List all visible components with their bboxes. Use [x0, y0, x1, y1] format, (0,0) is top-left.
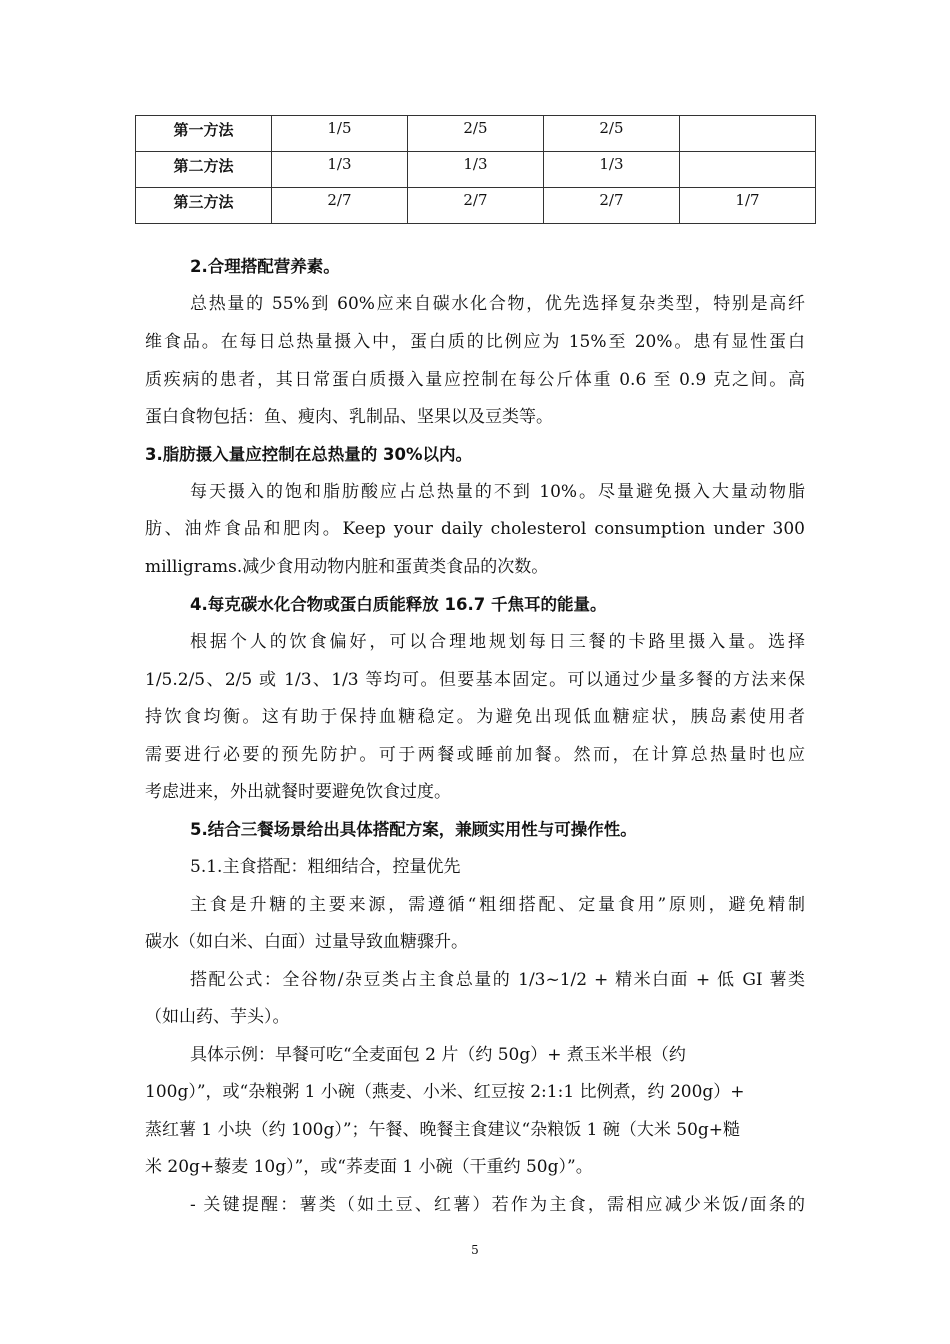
paragraph-line: 搭配公式：全谷物/杂豆类占主食总量的 1/3~1/2 + 精米白面 + 低 GI 薯类 [190, 970, 805, 990]
paragraph-line: 质疾病的患者，其日常蛋白质摄入量应控制在每公斤体重 0.6 至 0.9 克之间。高 [145, 370, 805, 390]
paragraph-line: 碳水（如白米、白面）过量导致血糖骤升。 [145, 932, 468, 952]
section-heading-energy: 4.每克碳水化合物或蛋白质能释放 16.7 千焦耳的能量。 [190, 595, 607, 614]
section-heading-nutrients: 2.合理搭配营养素。 [190, 257, 340, 276]
paragraph-line: 米 20g+藜麦 10g）”，或“荞麦面 1 小碗（干重约 50g）”。 [145, 1157, 593, 1177]
paragraph-line: - 关键提醒：薯类（如土豆、红薯）若作为主食，需相应减少米饭/面条的 [190, 1195, 805, 1215]
paragraph-line: 蛋白食物包括：鱼、瘦肉、乳制品、坚果以及豆类等。 [145, 407, 553, 427]
paragraph-line: 1/5.2/5、2/5 或 1/3、1/3 等均可。但要基本固定。可以通过少量多餐的方法来保 [145, 670, 805, 690]
table-cell: 2/7 [271, 188, 407, 224]
paragraph-line: 主食是升糖的主要来源，需遵循“粗细搭配、定量食用”原则，避免精制 [190, 895, 805, 915]
paragraph-line: 需要进行必要的预先防护。可于两餐或睡前加餐。然而，在计算总热量时也应 [145, 745, 805, 765]
table-cell [679, 152, 815, 188]
paragraph-line: 肪、油炸食品和肥肉。Keep your daily cholesterol consumption under 300 [145, 519, 805, 539]
table-row-label: 第二方法 [136, 152, 272, 188]
paragraph-line: milligrams.减少食用动物内脏和蛋黄类食品的次数。 [145, 557, 549, 577]
page-number: 5 [471, 1243, 479, 1257]
section-heading-meal-plan: 5.结合三餐场景给出具体搭配方案，兼顾实用性与可操作性。 [190, 820, 637, 839]
paragraph-line: 每天摄入的饱和脂肪酸应占总热量的不到 10%。尽量避免摄入大量动物脂 [190, 482, 805, 502]
table-row-label: 第三方法 [136, 188, 272, 224]
table-row [136, 152, 816, 188]
table-cell [679, 116, 815, 152]
subsection-heading-staple: 5.1.主食搭配：粗细结合，控量优先 [190, 857, 461, 877]
meal-ratio-table [135, 115, 816, 224]
table-cell: 2/7 [543, 188, 679, 224]
paragraph-line: 总热量的 55%到 60%应来自碳水化合物，优先选择复杂类型，特别是高纤 [190, 294, 805, 314]
table-cell: 1/3 [271, 152, 407, 188]
paragraph-line: 维食品。在每日总热量摄入中，蛋白质的比例应为 15%至 20%。患有显性蛋白 [145, 332, 805, 352]
paragraph-line: 考虑进来，外出就餐时要避免饮食过度。 [145, 782, 451, 802]
table-cell: 1/7 [679, 188, 815, 224]
table-cell: 2/7 [407, 188, 543, 224]
table-cell: 2/5 [543, 116, 679, 152]
table-cell: 1/5 [271, 116, 407, 152]
paragraph-line: 根据个人的饮食偏好，可以合理地规划每日三餐的卡路里摄入量。选择 [190, 632, 805, 652]
paragraph-line: 持饮食均衡。这有助于保持血糖稳定。为避免出现低血糖症状，胰岛素使用者 [145, 707, 805, 727]
table-cell: 1/3 [407, 152, 543, 188]
section-heading-fat: 3.脂肪摄入量应控制在总热量的 30%以内。 [145, 445, 472, 464]
paragraph-line: 具体示例：早餐可吃“全麦面包 2 片（约 50g）+ 煮玉米半根（约 [190, 1045, 686, 1065]
table-row-label: 第一方法 [136, 116, 272, 152]
paragraph-line: （如山药、芋头）。 [145, 1007, 290, 1027]
table-row [136, 116, 816, 152]
paragraph-line: 蒸红薯 1 小块（约 100g）”；午餐、晚餐主食建议“杂粮饭 1 碗（大米 50g+糙 [145, 1120, 741, 1140]
table-row [136, 188, 816, 224]
table-cell: 2/5 [407, 116, 543, 152]
table-cell: 1/3 [543, 152, 679, 188]
paragraph-line: 100g）”，或“杂粮粥 1 小碗（燕麦、小米、红豆按 2:1:1 比例煮，约 200g）+ [145, 1082, 745, 1102]
